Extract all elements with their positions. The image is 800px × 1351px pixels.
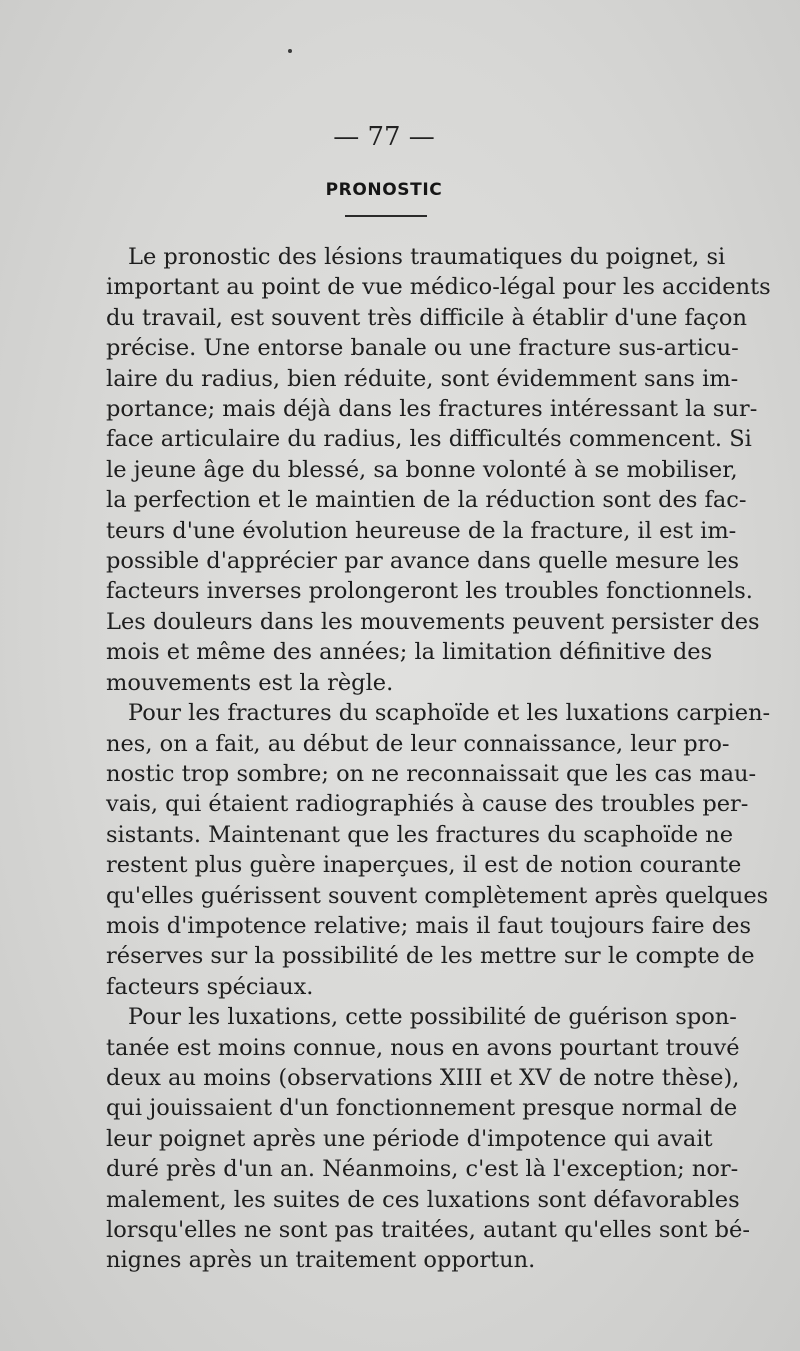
text-line: le jeune âge du blessé, sa bonne volonté à se mobiliser,	[106, 456, 738, 483]
text-line: portance; mais déjà dans les fractures intéressant la sur-	[106, 396, 758, 423]
text-line: nostic trop sombre; on ne reconnaissait que les cas mau-	[106, 760, 757, 787]
title-underline	[345, 215, 427, 217]
text-line: vais, qui étaient radiographiés à cause des troubles per-	[106, 791, 749, 818]
ink-speck	[288, 49, 292, 53]
text-line: laire du radius, bien réduite, sont évidemment sans im-	[106, 365, 739, 392]
text-line: nignes après un traitement opportun.	[106, 1247, 536, 1274]
text-line: mouvements est la règle.	[106, 669, 394, 696]
text-line: leur poignet après une période d'impotence qui avait	[106, 1125, 713, 1152]
page-number: — 77 —	[333, 122, 435, 152]
text-line: important au point de vue médico-légal pour les accidents	[106, 274, 771, 301]
text-line: Pour les luxations, cette possibilité de guérison spon-	[128, 1004, 737, 1031]
text-line: teurs d'une évolution heureuse de la fracture, il est im-	[106, 517, 737, 544]
text-line: face articulaire du radius, les difficultés commencent. Si	[106, 426, 752, 453]
text-line: tanée est moins connue, nous en avons pourtant trouvé	[106, 1034, 740, 1061]
text-line: Le pronostic des lésions traumatiques du poignet, si	[128, 244, 726, 270]
text-line: du travail, est souvent très difficile à établir d'une façon	[106, 304, 747, 331]
text-line: facteurs inverses prolongeront les troubles fonctionnels.	[106, 578, 753, 605]
text-line: lorsqu'elles ne sont pas traitées, autant qu'elles sont bé-	[106, 1217, 750, 1243]
text-line: Pour les fractures du scaphoïde et les luxations carpien-	[128, 700, 771, 727]
text-line: deux au moins (observations XIII et XV de notre thèse),	[106, 1064, 740, 1091]
body-text	[106, 242, 771, 1276]
text-line: la perfection et le maintien de la réduction sont des fac-	[106, 487, 747, 514]
text-line: qui jouissaient d'un fonctionnement presque normal de	[106, 1095, 738, 1122]
text-line: sistants. Maintenant que les fractures du scaphoïde ne	[106, 821, 734, 848]
text-line: restent plus guère inaperçues, il est de notion courante	[106, 852, 742, 879]
text-line: nes, on a fait, au début de leur connaissance, leur pro-	[106, 730, 730, 757]
text-line: qu'elles guérissent souvent complètement après quelques	[106, 882, 769, 909]
text-line: réserves sur la possibilité de les mettre sur le compte de	[106, 943, 755, 970]
text-line: duré près d'un an. Néanmoins, c'est là l'exception; nor-	[106, 1156, 739, 1183]
text-line: mois d'impotence relative; mais il faut toujours faire des	[106, 912, 752, 939]
text-line: possible d'apprécier par avance dans quelle mesure les	[106, 548, 740, 575]
text-line: précise. Une entorse banale ou une fracture sus-articu-	[106, 335, 739, 362]
paragraph-2	[106, 698, 771, 1002]
text-line: mois et même des années; la limitation définitive des	[106, 639, 713, 666]
text-line: Les douleurs dans les mouvements peuvent persister des	[106, 608, 760, 635]
paragraph-1	[106, 242, 771, 698]
text-line: facteurs spéciaux.	[106, 973, 314, 1000]
text-line: malement, les suites de ces luxations sont défavorables	[106, 1186, 740, 1213]
section-title: PRONOSTIC	[325, 180, 443, 200]
paragraph-3	[106, 1002, 750, 1276]
